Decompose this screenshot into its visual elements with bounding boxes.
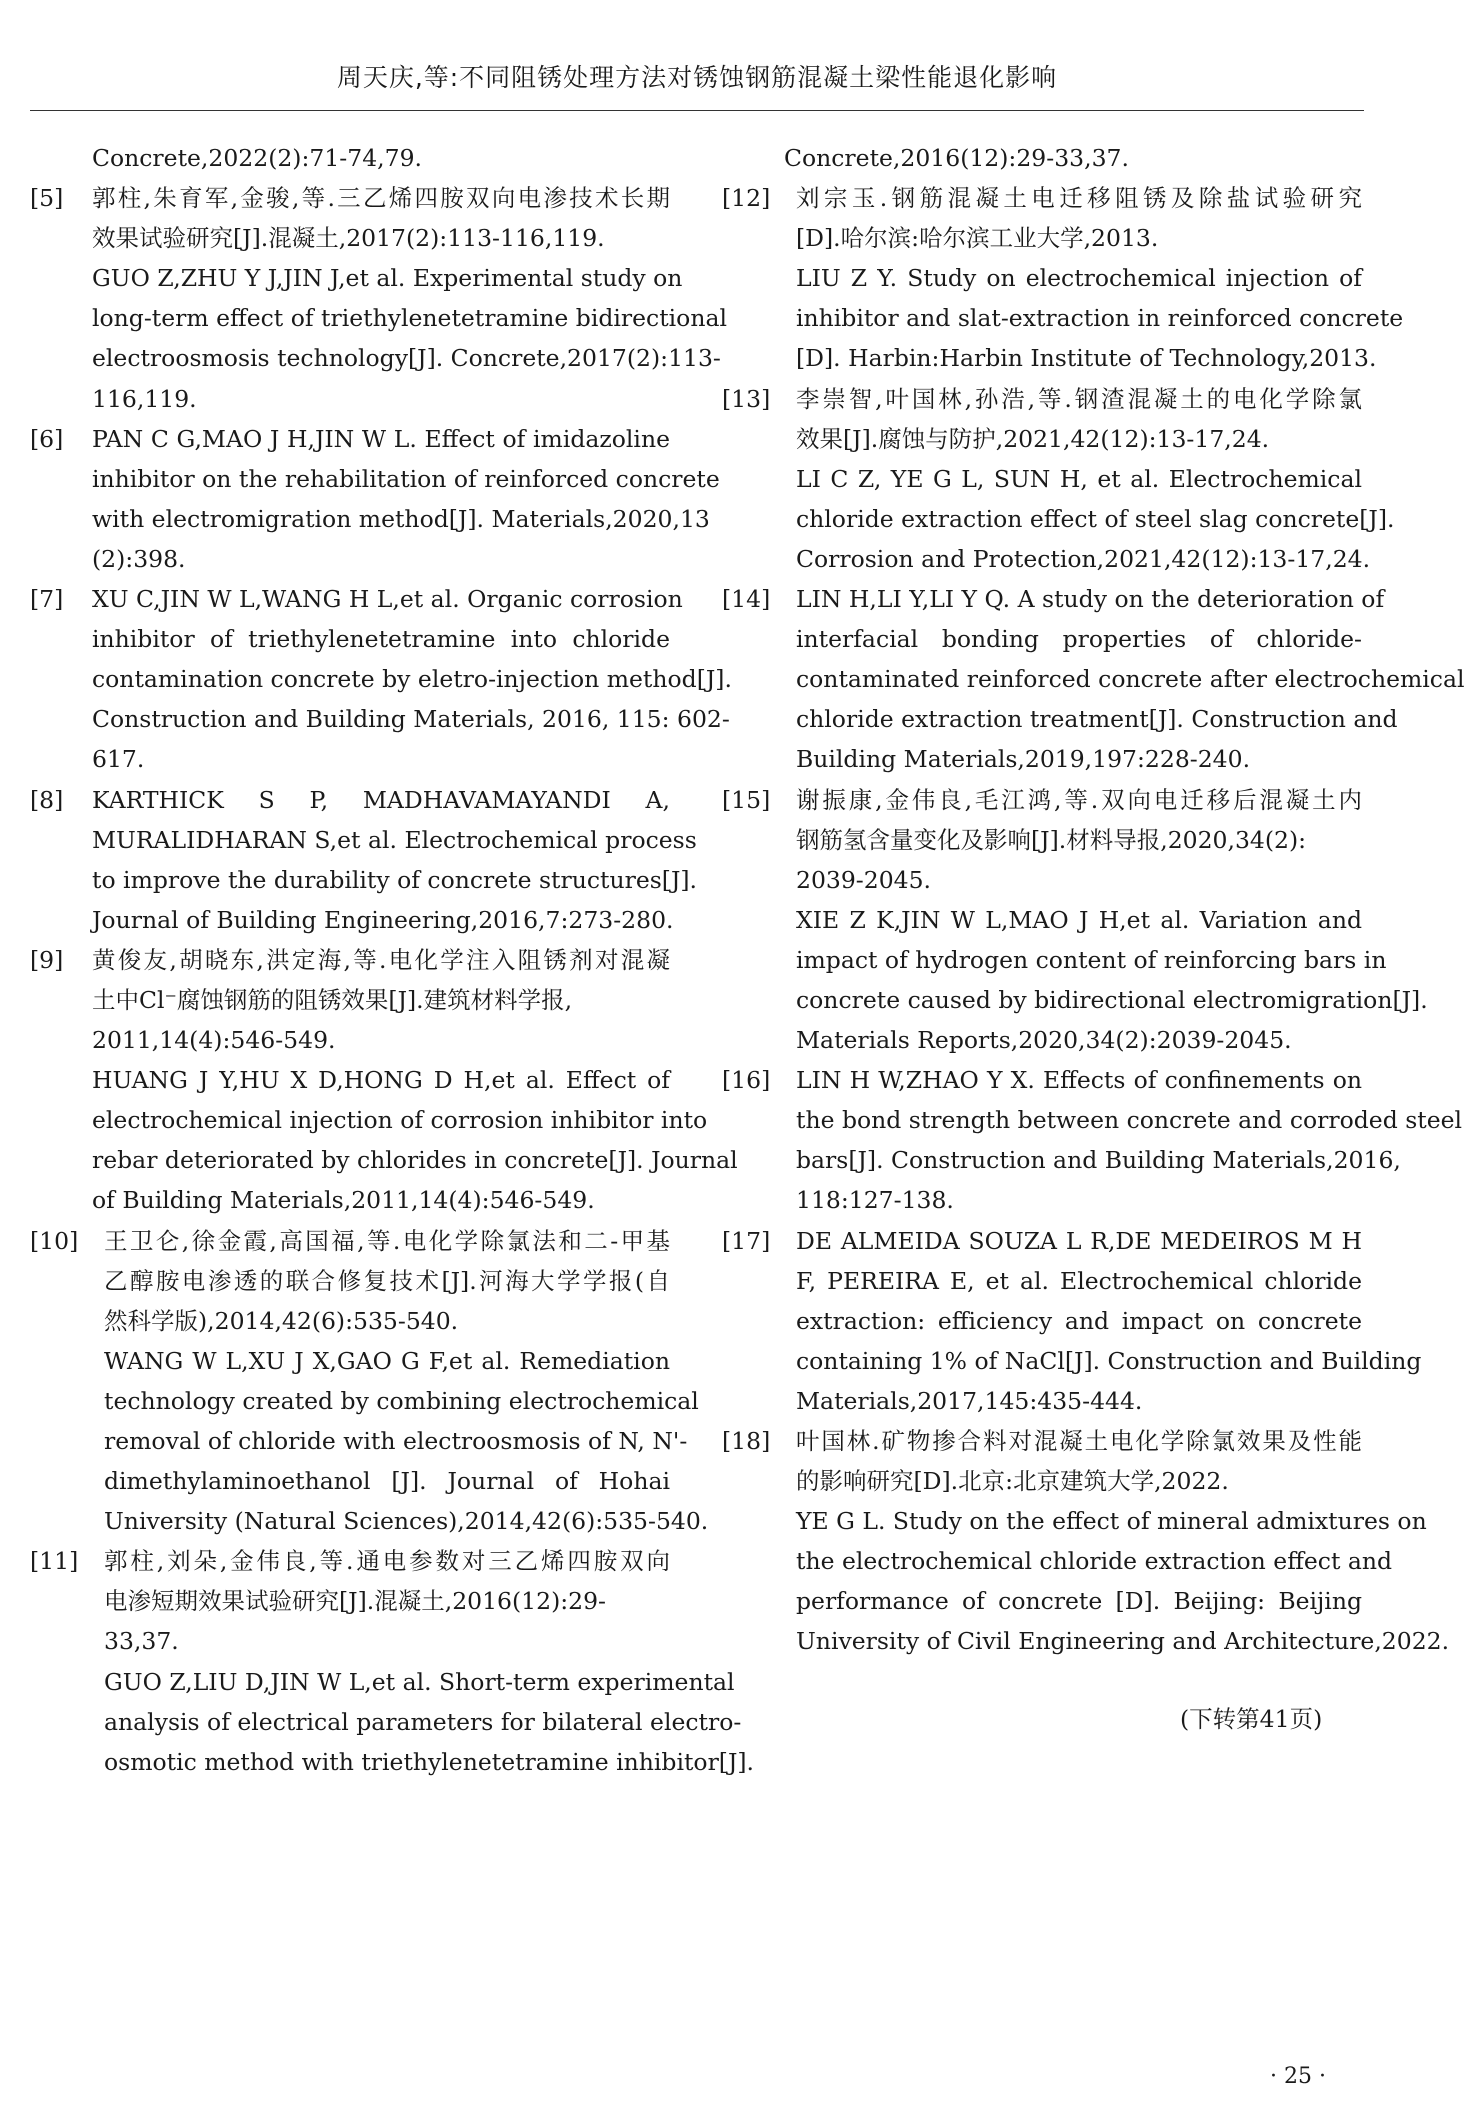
reference-line: bars[J]. Construction and Building Materials,2016, [796, 1146, 1401, 1175]
reference-line: contaminated reinforced concrete after electrochemical [796, 665, 1465, 694]
reference-line: LIU Z Y. Study on electrochemical injection of [796, 264, 1362, 293]
reference-number: [10] [30, 1226, 79, 1255]
reference-line: 118:127-138. [796, 1186, 954, 1215]
reference-line: LIN H W,ZHAO Y X. Effects of confinements on [796, 1066, 1362, 1095]
reference-line: long-term effect of triethylenetetramine bidirectional [92, 304, 727, 333]
reference-line: MURALIDHARAN S,et al. Electrochemical process [92, 825, 697, 854]
reference-number: [15] [722, 785, 771, 814]
reference-line: 土中Cl⁻腐蚀钢筋的阻锈效果[J].建筑材料学报, [92, 985, 573, 1014]
reference-line: of Building Materials,2011,14(4):546-549. [92, 1186, 595, 1215]
reference-number: [9] [30, 945, 64, 974]
reference-line: 效果[J].腐蚀与防护,2021,42(12):13-17,24. [796, 424, 1270, 453]
reference-entry [722, 780, 1428, 1061]
header-rule [30, 110, 1364, 111]
reference-line: 2039-2045. [796, 865, 932, 894]
reference-line: XIE Z K,JIN W L,MAO J H,et al. Variation and [796, 905, 1362, 934]
references-right-column [722, 138, 1465, 1662]
reference-line: LIN H,LI Y,LI Y Q. A study on the deterioration of [796, 585, 1385, 614]
reference-line: technology created by combining electrochemical [104, 1386, 699, 1415]
reference-line: [D]. Harbin:Harbin Institute of Technology,2013. [796, 344, 1377, 373]
reference-line: osmotic method with triethylenetetramine inhibitor[J]. [104, 1747, 755, 1776]
reference-entry [722, 579, 1465, 779]
reference-line: LI C Z, YE G L, SUN H, et al. Electrochemical [796, 464, 1362, 493]
reference-line: 谢振康,金伟良,毛江鸿,等.双向电迁移后混凝土内 [796, 785, 1362, 814]
reference-line: GUO Z,LIU D,JIN W L,et al. Short-term experimental [104, 1667, 735, 1696]
reference-line: the electrochemical chloride extraction effect and [796, 1547, 1393, 1576]
continuation-note: (下转第41页) [1180, 1705, 1323, 1733]
reference-entry [722, 1060, 1463, 1220]
reference-line: 33,37. [104, 1627, 179, 1656]
reference-line: 李崇智,叶国林,孙浩,等.钢渣混凝土的电化学除氯 [796, 384, 1362, 413]
reference-number: [5] [30, 184, 64, 213]
reference-line: electrochemical injection of corrosion inhibitor into [92, 1106, 708, 1135]
reference-line: extraction: efficiency and impact on concrete [796, 1306, 1362, 1335]
reference-number: [6] [30, 424, 64, 453]
reference-line: analysis of electrical parameters for bilateral electro- [104, 1707, 742, 1736]
reference-line: Building Materials,2019,197:228-240. [796, 745, 1251, 774]
reference-line: Materials,2017,145:435-444. [796, 1386, 1143, 1415]
reference-entry [30, 1221, 709, 1542]
reference-entry [722, 1421, 1450, 1662]
reference-line: [D].哈尔滨:哈尔滨工业大学,2013. [796, 224, 1159, 253]
reference-line: removal of chloride with electroosmosis of N, N'- [104, 1427, 688, 1455]
reference-line: University of Civil Engineering and Architecture,2022. [796, 1627, 1450, 1656]
reference-line: F, PEREIRA E, et al. Electrochemical chloride [796, 1266, 1362, 1295]
reference-number: [12] [722, 184, 771, 213]
reference-line: 王卫仑,徐金霞,高国福,等.电化学除氯法和二-甲基 [104, 1226, 670, 1255]
reference-line: concrete caused by bidirectional electromigration[J]. [796, 985, 1428, 1014]
reference-line: Concrete,2022(2):71-74,79. [92, 144, 422, 172]
reference-entry [722, 178, 1404, 378]
reference-line: Corrosion and Protection,2021,42(12):13-17,24. [796, 544, 1371, 573]
reference-number: [17] [722, 1226, 771, 1255]
reference-line: YE G L. Study on the effect of mineral admixtures on [796, 1507, 1427, 1536]
reference-entry [30, 419, 720, 579]
reference-line: (2):398. [92, 544, 186, 573]
reference-number: [18] [722, 1427, 771, 1455]
reference-line: WANG W L,XU J X,GAO G F,et al. Remediation [104, 1346, 670, 1375]
reference-line: interfacial bonding properties of chloride- [796, 625, 1362, 654]
reference-line: dimethylaminoethanol [J]. Journal of Hohai [104, 1467, 670, 1496]
reference-line: Construction and Building Materials, 2016, 115: 602- [92, 705, 730, 734]
reference-line: 郭柱,朱育军,金骏,等.三乙烯四胺双向电渗技术长期 [92, 184, 670, 213]
reference-line: University (Natural Sciences),2014,42(6):535-540. [104, 1507, 709, 1536]
reference-line: chloride extraction treatment[J]. Construction and [796, 705, 1398, 734]
reference-number: [14] [722, 585, 771, 614]
reference-line: 黄俊友,胡晓东,洪定海,等.电化学注入阻锈剂对混凝 [92, 945, 670, 974]
reference-line: 的影响研究[D].北京:北京建筑大学,2022. [796, 1467, 1229, 1496]
reference-line: performance of concrete [D]. Beijing: Beijing [796, 1587, 1362, 1616]
reference-line: GUO Z,ZHU Y J,JIN J,et al. Experimental study on [92, 264, 683, 293]
reference-line: containing 1% of NaCl[J]. Construction and Building [796, 1346, 1422, 1375]
reference-line: chloride extraction effect of steel slag concrete[J]. [796, 504, 1395, 533]
reference-line: Materials Reports,2020,34(2):2039-2045. [796, 1026, 1292, 1055]
reference-number: [11] [30, 1547, 79, 1576]
reference-line: 刘宗玉.钢筋混凝土电迁移阻锈及除盐试验研究 [796, 184, 1362, 213]
reference-entry [722, 138, 1362, 178]
reference-line: Journal of Building Engineering,2016,7:273-280. [92, 905, 674, 934]
reference-line: 116,119. [92, 384, 197, 413]
reference-entry [30, 138, 670, 178]
reference-line: rebar deteriorated by chlorides in concrete[J]. Journal [92, 1146, 738, 1175]
reference-line: 效果试验研究[J].混凝土,2017(2):113-116,119. [92, 224, 605, 253]
reference-line: DE ALMEIDA SOUZA L R,DE MEDEIROS M H [796, 1226, 1362, 1255]
reference-number: [7] [30, 585, 64, 614]
reference-line: 2011,14(4):546-549. [92, 1026, 336, 1055]
reference-line: impact of hydrogen content of reinforcing bars in [796, 945, 1387, 974]
reference-entry [30, 1541, 755, 1782]
reference-line: 617. [92, 745, 145, 774]
reference-line: HUANG J Y,HU X D,HONG D H,et al. Effect of [92, 1066, 670, 1095]
reference-line: 然科学版),2014,42(6):535-540. [104, 1306, 459, 1335]
reference-line: inhibitor on the rehabilitation of reinforced concrete [92, 464, 720, 493]
reference-line: Concrete,2016(12):29-33,37. [784, 144, 1129, 172]
page-number: · 25 · [1270, 2064, 1326, 2089]
reference-line: contamination concrete by eletro-injection method[J]. [92, 665, 732, 694]
reference-line: to improve the durability of concrete structures[J]. [92, 865, 698, 894]
reference-line: 郭柱,刘朵,金伟良,等.通电参数对三乙烯四胺双向 [104, 1547, 670, 1576]
reference-line: 叶国林.矿物掺合料对混凝土电化学除氯效果及性能 [796, 1427, 1362, 1455]
reference-entry [30, 579, 732, 779]
reference-line: PAN C G,MAO J H,JIN W L. Effect of imidazoline [92, 424, 670, 453]
running-header: 周天庆,等:不同阻锈处理方法对锈蚀钢筋混凝土梁性能退化影响 [336, 63, 1058, 92]
reference-line: inhibitor of triethylenetetramine into chloride [92, 625, 670, 654]
reference-number: [16] [722, 1066, 771, 1095]
reference-number: [8] [30, 785, 64, 814]
reference-entry [722, 1221, 1422, 1421]
reference-line: inhibitor and slat-extraction in reinforced concrete [796, 304, 1404, 333]
reference-line: 乙醇胺电渗透的联合修复技术[J].河海大学学报(自 [104, 1266, 670, 1295]
reference-line: XU C,JIN W L,WANG H L,et al. Organic corrosion [92, 585, 683, 614]
reference-line: electroosmosis technology[J]. Concrete,2017(2):113- [92, 344, 721, 373]
reference-line: 钢筋氢含量变化及影响[J].材料导报,2020,34(2): [796, 825, 1307, 854]
reference-entry [30, 940, 738, 1221]
reference-entry [722, 379, 1395, 579]
reference-line: 电渗短期效果试验研究[J].混凝土,2016(12):29- [104, 1587, 607, 1616]
reference-line: KARTHICK S P, MADHAVAMAYANDI A, [92, 785, 670, 814]
reference-entry [30, 178, 727, 419]
reference-line: the bond strength between concrete and corroded steel [796, 1106, 1463, 1135]
reference-number: [13] [722, 384, 771, 413]
reference-entry [30, 780, 698, 940]
reference-line: with electromigration method[J]. Materials,2020,13 [92, 504, 710, 533]
